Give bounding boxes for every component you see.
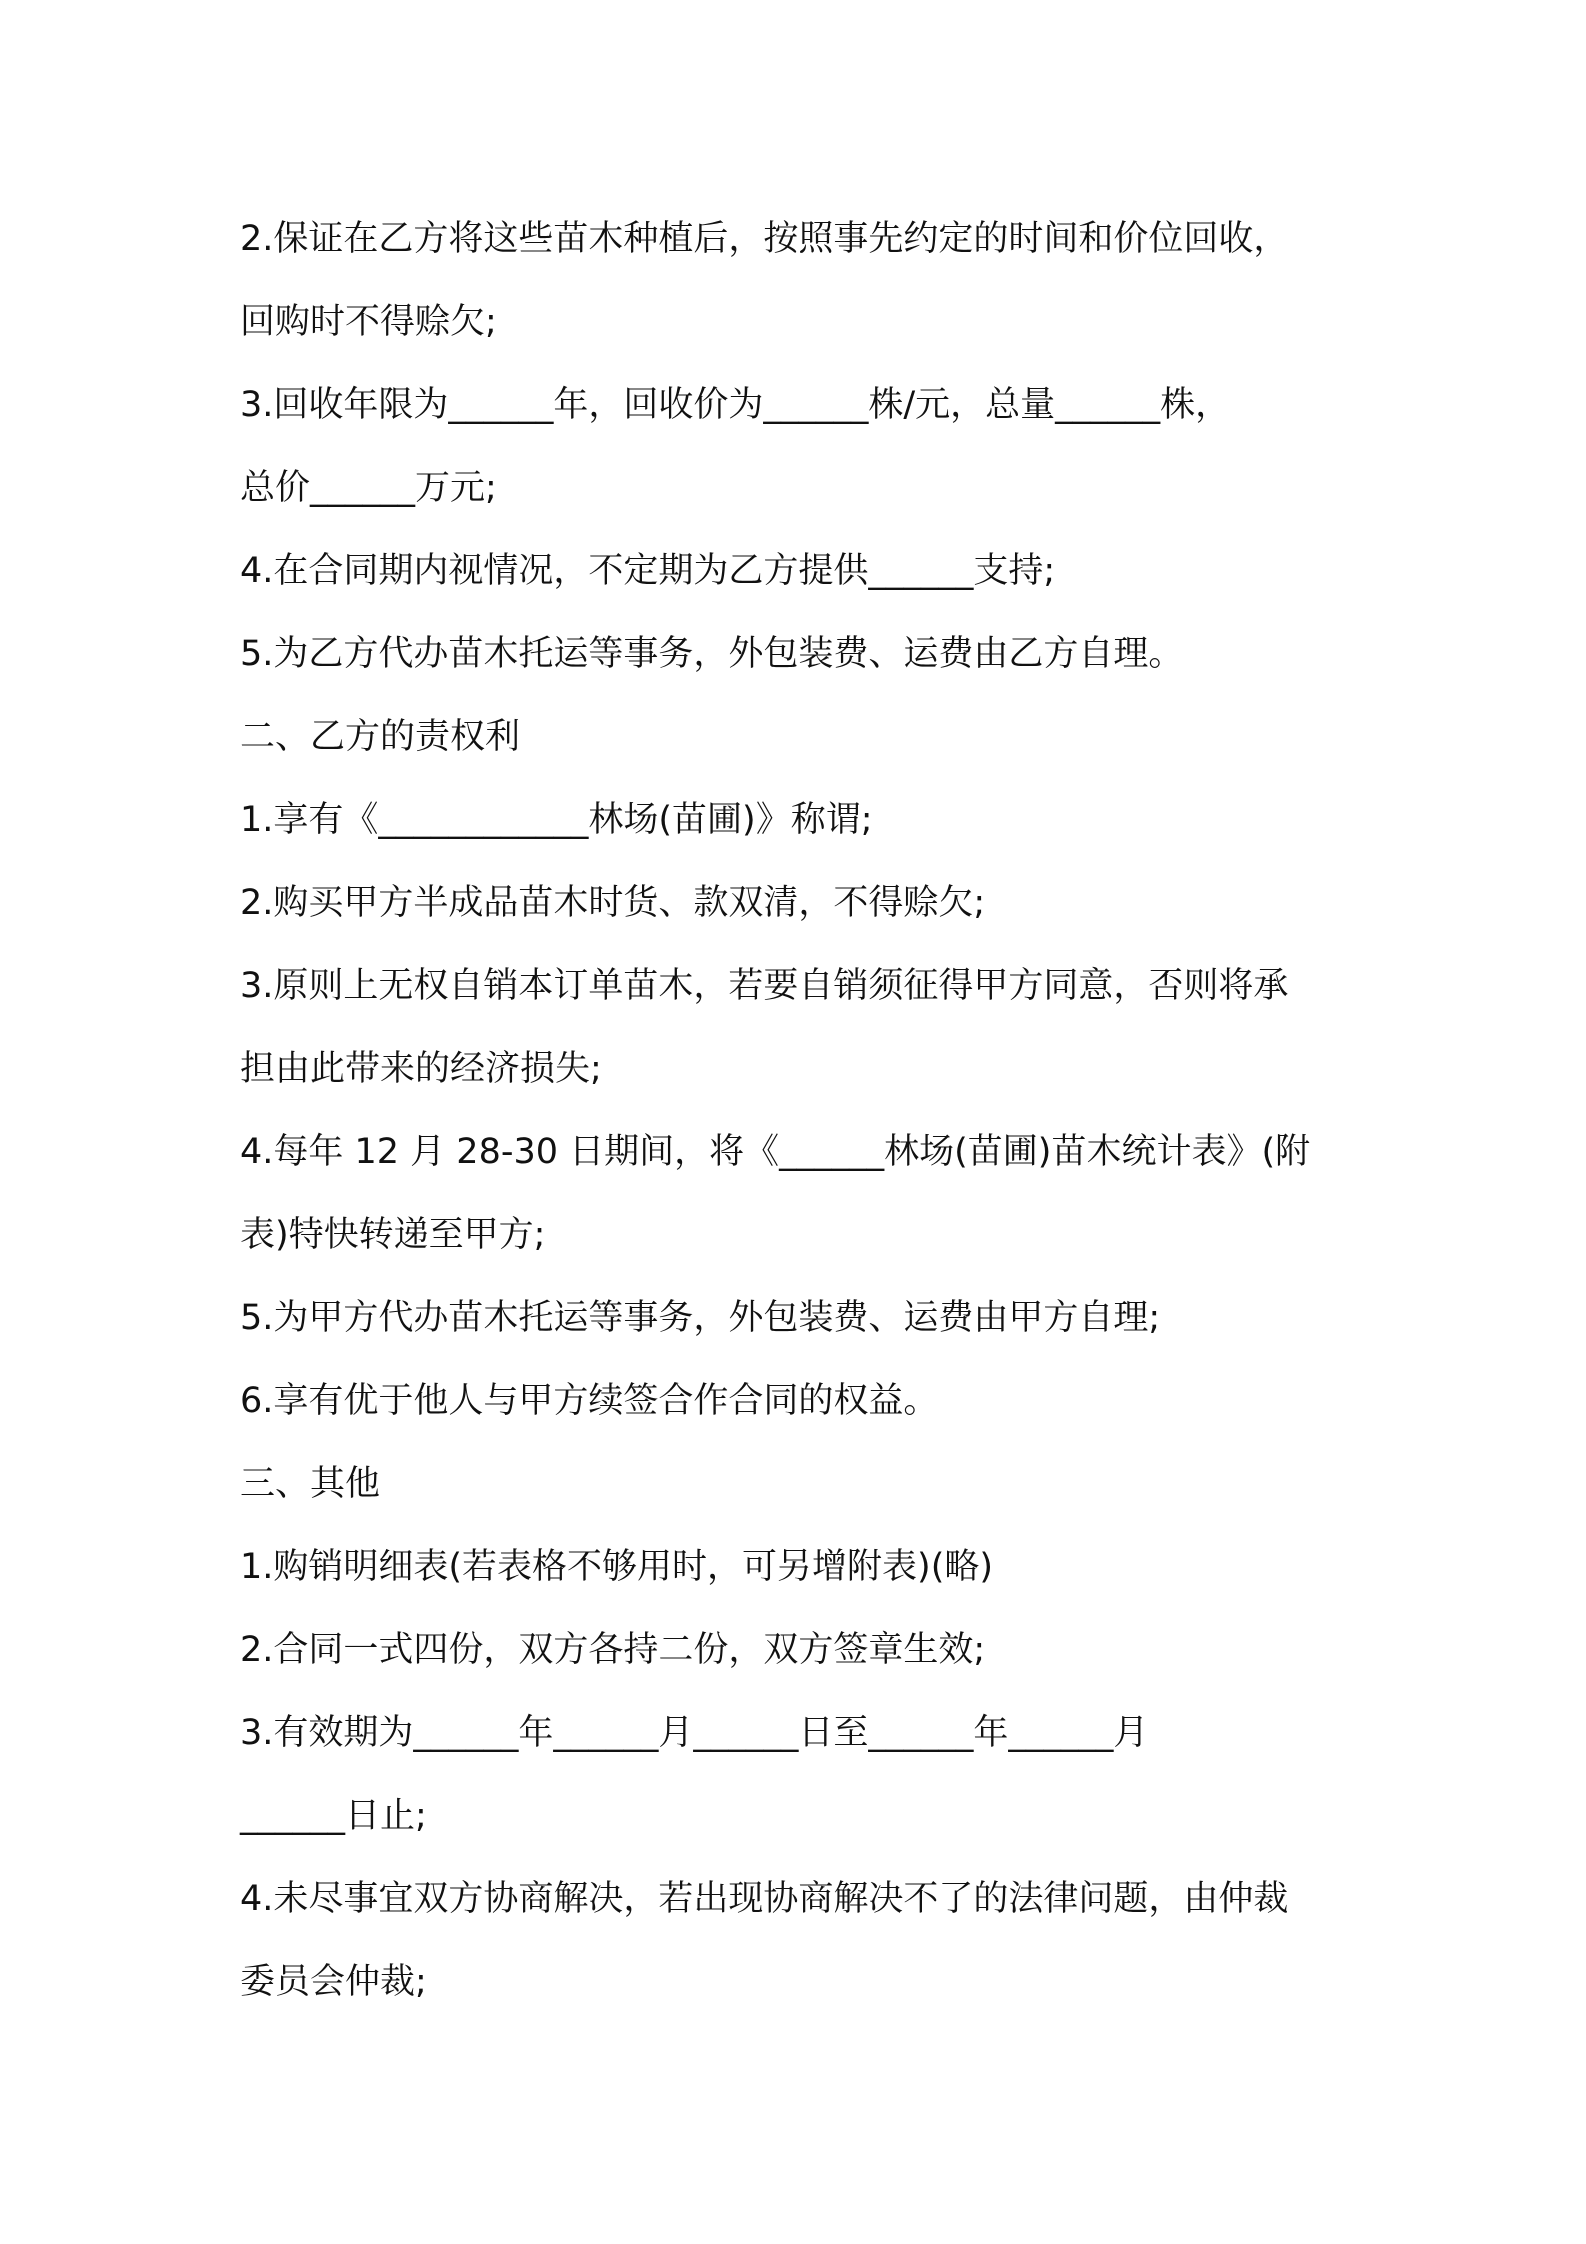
text-line: 1.享有《____________林场(苗圃)》称谓; <box>240 800 873 840</box>
text-line: 4.每年 12 月 28-30 日期间，将《______林场(苗圃)苗木统计表》(附 <box>240 1132 1311 1172</box>
text-line: 6.享有优于他人与甲方续签合作合同的权益。 <box>240 1381 939 1421</box>
document-body <box>240 198 1360 2024</box>
text-line: ______日止; <box>240 1796 427 1836</box>
text-line: 2.购买甲方半成品苗木时货、款双清，不得赊欠; <box>240 883 986 923</box>
text-line: 委员会仲裁; <box>240 1962 427 2002</box>
section-heading: 二、乙方的责权利 <box>240 717 521 757</box>
text-line: 1.购销明细表(若表格不够用时，可另增附表)(略) <box>240 1547 994 1587</box>
text-line: 回购时不得赊欠; <box>240 302 497 342</box>
text-line: 3.有效期为______年______月______日至______年______月 <box>240 1713 1149 1753</box>
text-line: 担由此带来的经济损失; <box>240 1049 602 1089</box>
text-line: 5.为乙方代办苗木托运等事务，外包装费、运费由乙方自理。 <box>240 634 1184 674</box>
text-line: 3.原则上无权自销本订单苗木，若要自销须征得甲方同意，否则将承 <box>240 966 1289 1006</box>
text-line: 2.合同一式四份，双方各持二份，双方签章生效; <box>240 1630 986 1670</box>
text-line: 3.回收年限为______年，回收价为______株/元，总量______株， <box>240 385 1231 425</box>
text-line: 表)特快转递至甲方; <box>240 1215 546 1255</box>
text-line: 4.未尽事宜双方协商解决，若出现协商解决不了的法律问题，由仲裁 <box>240 1879 1289 1919</box>
text-line: 4.在合同期内视情况，不定期为乙方提供______支持; <box>240 551 1056 591</box>
text-line: 总价______万元; <box>240 468 497 508</box>
section-heading: 三、其他 <box>240 1464 381 1504</box>
text-line: 5.为甲方代办苗木托运等事务，外包装费、运费由甲方自理; <box>240 1298 1161 1338</box>
text-line: 2.保证在乙方将这些苗木种植后，按照事先约定的时间和价位回收， <box>240 219 1289 259</box>
